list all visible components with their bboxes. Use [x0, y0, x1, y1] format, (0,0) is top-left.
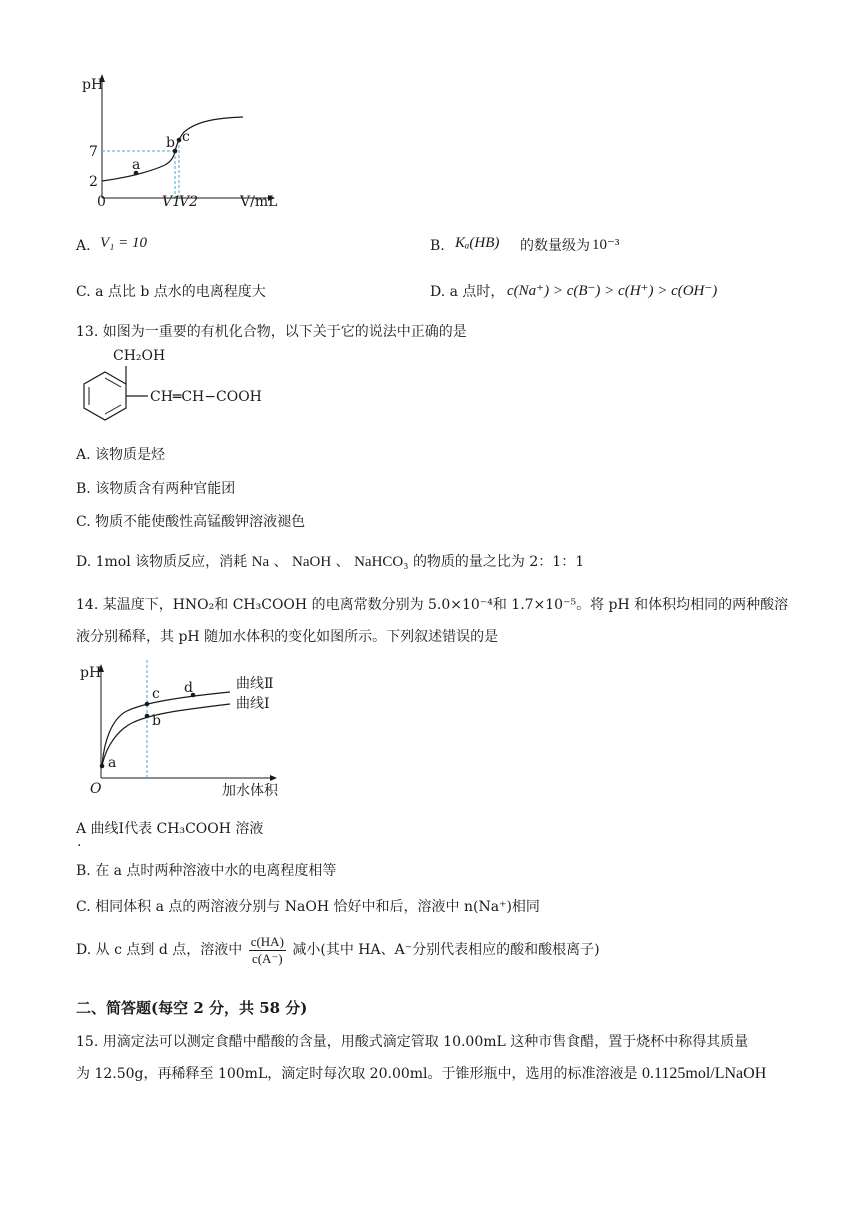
q14-option-c: C. 相同体积 a 点的两溶液分别与 NaOH 恰好中和后，溶液中 n(Na⁺)相同 [76, 899, 540, 915]
q12-option-b-ka: Kₐ(HB) [455, 235, 500, 251]
fraction-numerator: c(HA) [250, 933, 284, 949]
q14-option-a-dot: . [77, 834, 82, 850]
q13-option-a: A. 该物质是烃 [76, 447, 166, 463]
q14-option-d-post: 减小(其中 HA、A⁻分别代表相应的酸和酸根离子) [292, 942, 600, 958]
q12-option-a-label: A. [76, 238, 91, 254]
graph1-tick-v2: V2 [179, 194, 199, 210]
graph2-label-b: b [152, 713, 161, 729]
graph1-y-label: pH [82, 77, 104, 93]
q12-option-c: C. a 点比 b 点水的电离程度大 [76, 284, 266, 300]
graph1-tick-2: 2 [89, 174, 98, 190]
graph2-y-label: pH [80, 665, 102, 681]
q12-option-d-label: D. a 点时， [430, 284, 505, 300]
q15-line2 [76, 1065, 766, 1083]
point-c-dot [145, 702, 150, 707]
q13-option-d-sep2: 、 [335, 554, 350, 570]
graph2-curve2-label: 曲线Ⅱ [236, 676, 274, 692]
point-b-dot [145, 714, 150, 719]
q12-option-b-text: 的数量级为 [520, 238, 590, 254]
q13-option-d-sep1: 、 [273, 554, 288, 570]
q13-option-c: C. 物质不能使酸性高锰酸钾溶液褪色 [76, 514, 306, 530]
q13-option-d-post: 的物质的量之比为 2：1：1 [412, 554, 585, 570]
q15-line1: 15. 用滴定法可以测定食醋中醋酸的含量，用酸式滴定管取 10.00mL 这种市售食醋，置于烧杯中称得其质量 [76, 1034, 749, 1050]
q14-option-b: B. 在 a 点时两种溶液中水的电离程度相等 [76, 863, 337, 879]
q14-option-d-pre: D. 从 c 点到 d 点，溶液中 [76, 942, 243, 958]
fraction-denominator: c(A⁻) [251, 950, 283, 966]
graph2-curve1-label: 曲线Ⅰ [236, 696, 270, 712]
q13-struct-ch2oh: CH₂OH [113, 348, 166, 364]
q13-struct-chain: CH═CH−COOH [150, 389, 262, 405]
graph1-tick-7: 7 [89, 144, 98, 160]
point-a-dot [100, 764, 105, 769]
graph2-label-c: c [152, 686, 160, 702]
q12-option-a-expr: V₁ = 10 [100, 235, 147, 251]
curve-ii [102, 692, 230, 766]
graph1-tick-v1: V1 [162, 194, 182, 210]
q12-option-b-label: B. [430, 238, 445, 254]
curve-i [102, 704, 230, 766]
q13-option-b: B. 该物质含有两种官能团 [76, 481, 236, 497]
q13-option-d-pre: D. 1mol 该物质反应，消耗 [76, 554, 248, 570]
q14-stem-line1: 14. 某温度下，HNO₂和 CH₃COOH 的电离常数分别为 5.0×10⁻⁴和 1.7×10⁻⁵。将 pH 和体积均相同的两种酸溶 [76, 597, 789, 613]
q14-option-a: A 曲线Ⅰ代表 CH₃COOH 溶液 [76, 821, 264, 837]
q12-option-d-expr: c(Na⁺) > c(B⁻) > c(H⁺) > c(OH⁻) [507, 283, 718, 299]
graph2-x-label: 加水体积 [222, 783, 278, 799]
graph2-label-a: a [108, 755, 117, 771]
q13-option-d-naoh: NaOH [292, 554, 332, 570]
q12-option-b-value: 10⁻³ [592, 237, 620, 253]
graph2-label-d: d [184, 680, 193, 696]
q13-option-d-nahco3: NaHCO₃ [354, 554, 409, 570]
graph1-label-c: c [182, 129, 190, 145]
graph2-origin: O [90, 781, 102, 797]
graph1-label-b: b [166, 135, 175, 151]
q13-stem: 13. 如图为一重要的有机化合物，以下关于它的说法中正确的是 [76, 324, 467, 340]
q13-option-d [76, 553, 584, 571]
q14-option-d [76, 933, 600, 967]
graph1-x-label: V/mL [240, 194, 278, 210]
x-axis-arrow-icon [270, 775, 277, 781]
q14-option-d-fraction [249, 934, 286, 967]
benzene-ring-structure [78, 364, 158, 442]
point-c-dot [177, 138, 182, 143]
graph1-origin: 0 [97, 194, 106, 210]
section2-title: 二、简答题(每空 2 分，共 58 分) [76, 999, 308, 1017]
q13-option-d-na: Na [251, 554, 270, 570]
graph1-label-a: a [132, 157, 141, 173]
q15-line2-value: 0.1125mol/LNaOH [641, 1065, 767, 1082]
q15-line2-text: 为 12.50g，再稀释至 100mL，滴定时每次取 20.00ml。于锥形瓶中，选用的标准溶液是 [76, 1066, 638, 1082]
q14-stem-line2: 液分别稀释，其 pH 随加水体积的变化如图所示。下列叙述错误的是 [76, 629, 499, 645]
